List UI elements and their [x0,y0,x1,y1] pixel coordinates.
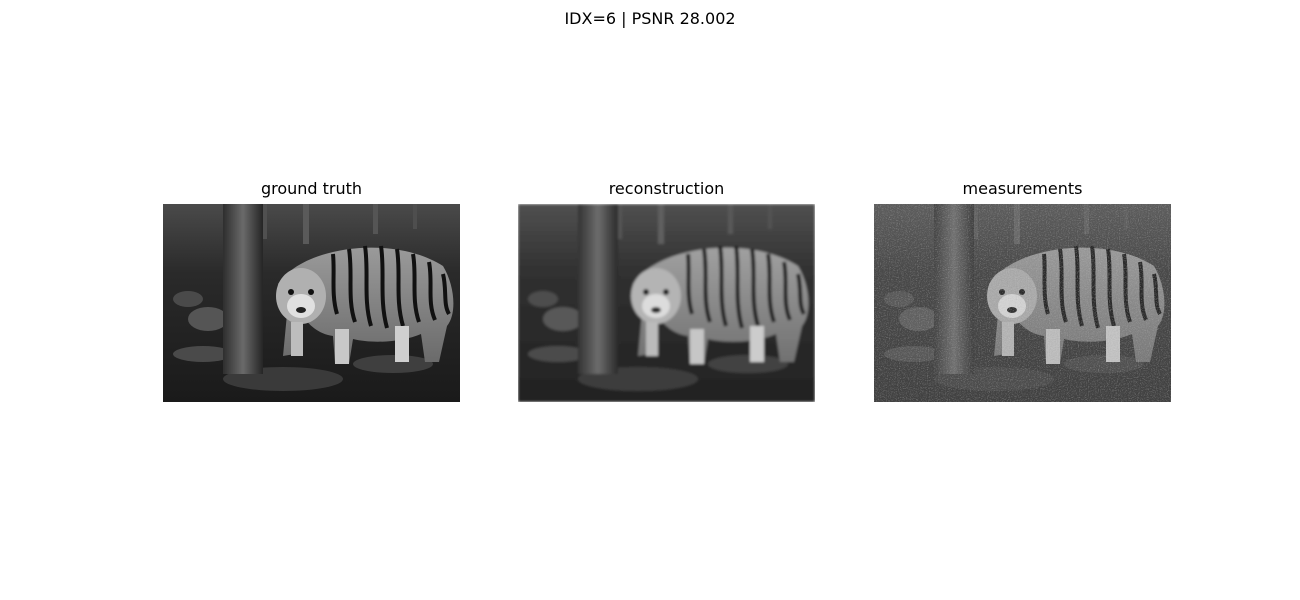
ground-truth-image [163,204,460,402]
panel-title-ground-truth: ground truth [260,179,363,198]
figure-title: IDX=6 | PSNR 28.002 [564,9,736,28]
panel-title-measurements: measurements [962,179,1083,198]
panel-title-reconstruction: reconstruction [608,179,725,198]
reconstruction-image [518,204,815,402]
measurements-image [874,204,1171,402]
